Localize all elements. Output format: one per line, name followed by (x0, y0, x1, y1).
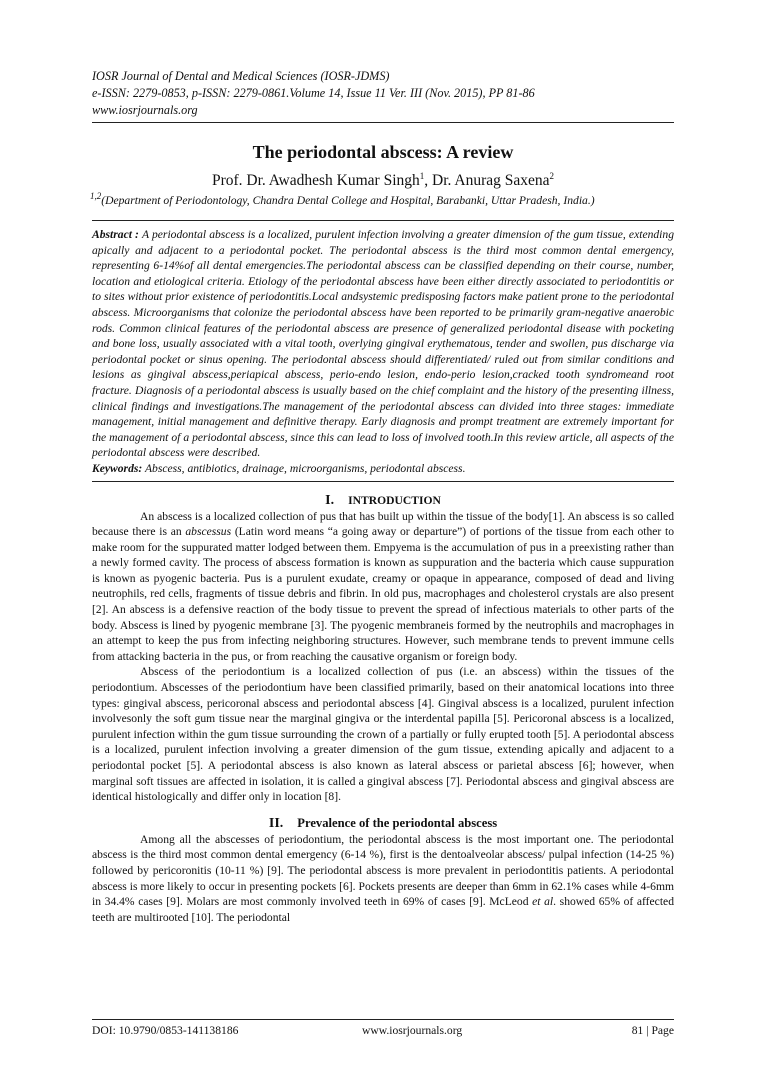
author-1: Prof. Dr. Awadhesh Kumar Singh (211, 172, 420, 189)
keywords-label: Keywords: (92, 461, 143, 475)
section-2-number: II. (268, 815, 284, 831)
affiliation (90, 193, 674, 209)
abstract-divider-top (92, 220, 674, 221)
section-2-paragraph-1 (92, 832, 674, 926)
affiliation-marker: 1,2 (90, 191, 102, 202)
section-1-title: INTRODUCTION (348, 493, 441, 507)
author-2-affil: 2 (549, 170, 555, 181)
journal-header (92, 68, 674, 119)
abstract-label: Abstract : (92, 228, 143, 241)
keywords-text: Abscess, antibiotics, drainage, microorganisms, periodontal abscess. (142, 461, 466, 475)
page-footer (92, 1024, 674, 1037)
journal-name: IOSR Journal of Dental and Medical Sciences (IOSR-JDMS) (92, 69, 390, 83)
journal-issn: e-ISSN: 2279-0853, p-ISSN: 2279-0861.Volume 14, Issue 11 Ver. III (Nov. 2015), PP 81-86 (92, 86, 535, 100)
affiliation-text: (Department of Periodontology, Chandra Dental College and Hospital, Barabanki, Uttar Pradesh, India.) (101, 194, 595, 207)
section-1-paragraph-1 (92, 509, 674, 665)
section-1-number: I. (325, 492, 335, 508)
section-2-title: Prevalence of the periodontal abscess (297, 815, 498, 830)
section-2-heading (92, 815, 674, 832)
keywords (92, 461, 674, 477)
header-divider (92, 122, 674, 123)
section-1-paragraph-2: Abscess of the periodontium is a localized collection of pus (i.e. an abscess) within the tissues of the periodontium. Abscesses of the periodontium have been classified primarily, based on their anatomical locations into three types: gingival abscess, pericoronal abscess and periodontal abscess [4]. Gingival abscess is a localized, purulent infection involvesonly the soft gum tissue near the marginal gingiva or the interdental papilla [5]. Pericoronal abscess is a localized, purulent infection within the gum tissue surrounding the crown of a partially or fully erupted tooth [5]. A periodontal abscess is a localized, purulent infection involving a greater dimension of the gum tissue, extending apically and adjacent to a periodontal pocket [5]. A periodontal abscess is also known as lateral abscess or parietal abscess [6]; however, when marginal soft tissues are affected in isolation, it is called a gingival abscess [7]. Periodontal abscess and gingival abscess are identical histologically and differ only in location [8]. (92, 665, 674, 804)
paper-title: The periodontal abscess: A review (252, 142, 514, 162)
abstract-divider-bottom (92, 481, 674, 482)
section-1-p1-text-b: (Latin word means “a going away or departure”) of portions of the tissue from each other to make room for the suppurated matter lodged between them. Empyema is the accumulation of pus in a preexisting rather than a newly formed cavity. The process of abscess formation is known as suppuration and the bacteria which cause suppuration is known as pyogenic bacteria. Pus is a purulent exudate, creamy or opaque in appearance, composed of dead and living neutrophils, red cells, fragments of tissue debris and fibrin. In old pus, macrophages and cholesterol crystals are also present [2]. An abscess is a defensive reaction of the body tissue to prevent the spread of infectious materials to other parts of the body. Abscess is lined by pyogenic membrane [3]. The pyogenic membraneis formed by the neutrophils and macrophages in an attempt to keep the pus from infecting neighboring structures. However, such membrane tends to prevent immune cells from attacking bacteria in the pus, or from reaching the causative organism or foreign body. (92, 525, 674, 663)
footer-doi: DOI: 10.9790/0853-141138186 (92, 1024, 239, 1037)
section-1-p1-text-a: An abscess is a localized collection of pus that has built up within the tissue of the body[1]. An abscess is so called because there is an (92, 509, 674, 539)
author-2: Dr. Anurag Saxena (432, 172, 550, 189)
footer-site: www.iosrjournals.org (362, 1024, 463, 1037)
section-2-p1-text-b: . showed 65% of affected teeth are multirooted [10]. The periodontal (92, 895, 674, 924)
section-1-p1-latin-term: abscessus (185, 525, 232, 539)
author-list (92, 171, 674, 191)
section-2-p1-text-a: Among all the abscesses of periodontium, the periodontal abscess is the most important one. The periodontal abscess is the third most common dental emergency (6-14 %), first is the dentoalveolar abscess/ pulpal infection (14-25 %) followed by pericoronitis (10-11 %) [9]. The periodontal abscess is more prevalent in periodontitis patients. A periodontal abscess is more likely to occur in presenting pockets [6]. Pockets presents are deeper than 6mm in 62.1% cases while 4-6mm in 34.4% cases [9]. Molars are most commonly involved teeth in 69% of cases [9]. McLeod (92, 832, 674, 909)
abstract (92, 227, 674, 461)
paper-page (92, 68, 674, 925)
author-separator: , (424, 172, 433, 189)
section-1-heading (92, 492, 674, 509)
author-1-affil: 1 (419, 170, 425, 181)
abstract-text: A periodontal abscess is a localized, purulent infection involving a greater dimension of the gum tissue, extending apically and adjacent to a periodontal pocket. The periodontal abscess is the third most common dental emergency, representing 6-14%of all dental emergencies.The periodontal abscess can be classified depending on their course, number, location and etiological criteria. Etiology of the periodontal abscess have been either directly associated to periodontitis or to sites without prior existence of periodontitis.Local andsystemic predisposing factors make patient prone to the periodontal abscess. Microorganisms that colonize the periodontal abscess have been reported to be primarily gram-negative anaerobic rods. Common clinical features of the periodontal abscess are presence of generalized periodontal disease with pocketing and bone loss, usually associated with a vital tooth, overlying gingival erythematous, tender and swollen, pus discharge via periodontal pocket or sinus opening. The periodontal abscess should differentiated/ ruled out from similar conditions and lesions as gingival abscess,periapical abscess, perio-endo lesion, endo-perio lesion,cracked tooth syndromeand root fracture. Diagnosis of a periodontal abscess is usually based on the chief complaint and the history of the presenting illness, clinical findings and investigations.The management of the periodontal abscess can divided into three stages: immediate management, initial management and definitive therapy. Early diagnosis and prompt treatment are extremely important for the management of a periodontal abscess, since this can lead to loss of involved tooth.In this review article, all aspects of the periodontal abscess were described. (92, 228, 674, 460)
footer-divider (92, 1019, 674, 1020)
footer-page-number: 81 | Page (631, 1024, 674, 1037)
journal-url: www.iosrjournals.org (92, 103, 198, 117)
section-2-p1-et-al: et al (532, 895, 554, 909)
